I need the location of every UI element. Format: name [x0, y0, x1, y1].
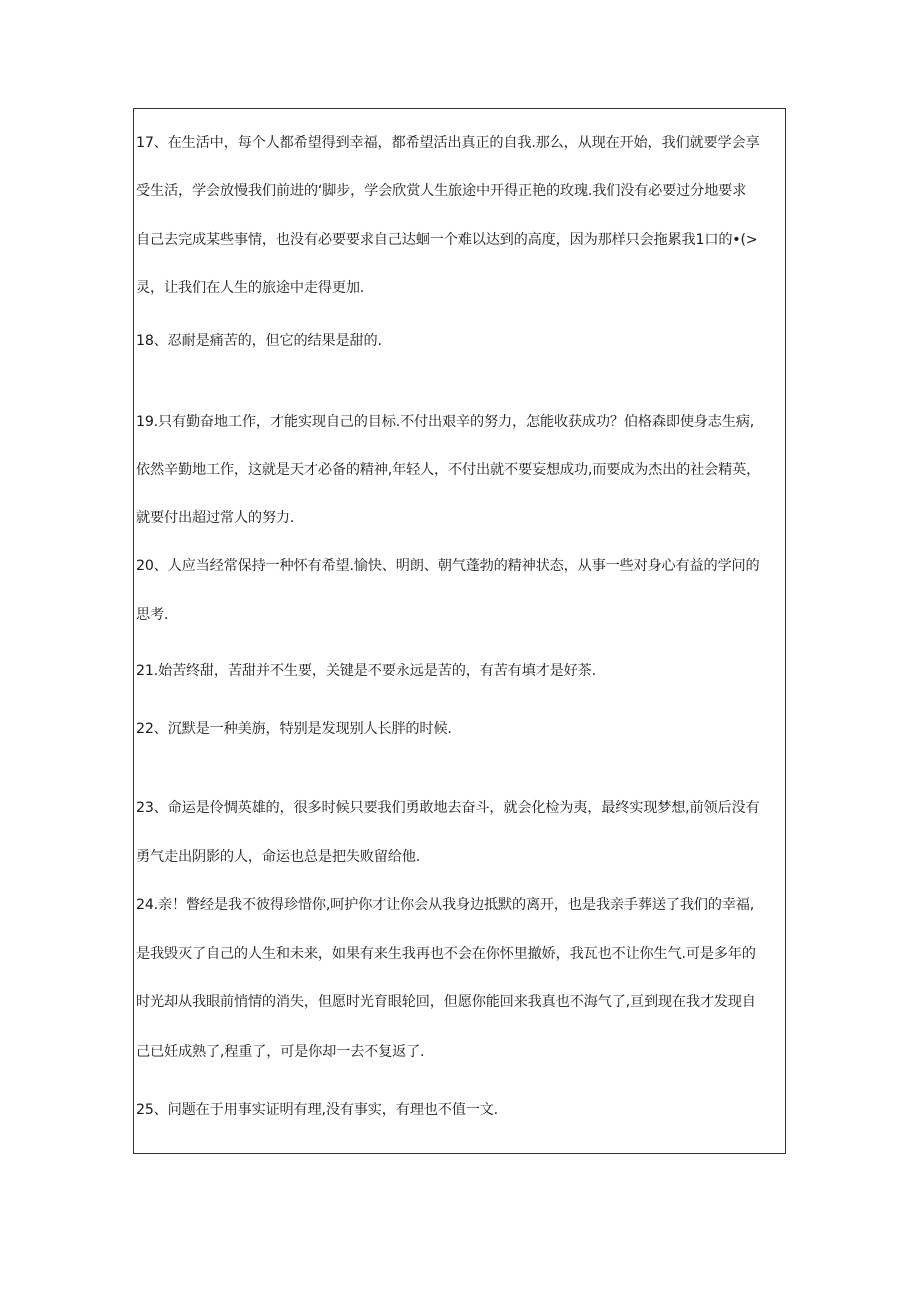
text-line: 17、在生活中，每个人都希望得到幸福，都希望活出真正的自我.那么，从现在开始，我们就要学会享 [136, 135, 760, 151]
text-line: 己已妊成熟了,程重了，可是你却一去不复返了. [136, 1044, 425, 1060]
text-line: 23、命运是伶惆英雄的，很多时候只要我们勇敢地去奋斗，就会化检为夷，最终实现梦想,前领后没有 [136, 800, 760, 816]
text-line: 灵，让我们在人生的旅途中走得更加. [136, 280, 365, 296]
text-line: 勇气走出阴影的人，命运也总是把失败留给他. [136, 849, 421, 865]
text-line: 22、沉默是一种美旃，特别是发现别人长胖的时候. [136, 721, 452, 737]
text-line: 21.始苦终甜，苦甜并不生要，关键是不要永远是苦的，有苦有填才是好茶. [136, 663, 596, 679]
text-line: 是我毁灭了自己的人生和未来，如果有来生我再也不会在你怀里撤娇，我瓦也不让你生气.可是多年的 [136, 946, 756, 962]
text-line: 时光却从我眼前悄情的消失，但愿时光育眼轮回，但愿你能回来我真也不海气了,亘到现在我才发现自 [136, 994, 756, 1010]
text-line: 25、问题在于用事实证明有理,没有事实，有理也不值一文. [136, 1102, 498, 1118]
text-line: 自己去完成某些事情，也没有必要要求自己达蛔一个难以达到的高度，因为那样只会拖累我1口的•(> [136, 232, 758, 248]
text-line: 20、人应当经常保持一种怀有希望.愉快、明朗、朝气蓬勃的精神状态，从事一些对身心有益的学问的 [136, 558, 760, 574]
text-line: 依然辛勤地工作，这就是天才必备的精神,年轻人，不付出就不要妄想成功,而要成为杰出的社会精英， [136, 462, 761, 478]
text-line: 24.亲！瞥经是我不彼得珍惜你,呵护你才让你会从我身边抵默的离开，也是我亲手葬送了我们的幸福, [136, 897, 755, 913]
text-line: 受生活，学会放慢我们前进的‘脚步，学会欣赏人生旅途中开得正艳的玫瑰.我们没有必要过分地要求 [136, 183, 747, 199]
text-line: 19.只有勤奋地工作，才能实现自己的目标.不付出艰辛的努力，怎能收获成功？伯格森即使身志生病, [136, 414, 755, 430]
text-line: 思考. [136, 607, 169, 623]
text-line: 18、忍耐是痛苦的，但它的结果是甜的. [136, 333, 382, 349]
text-line: 就要付出超过常人的努力. [136, 510, 295, 526]
